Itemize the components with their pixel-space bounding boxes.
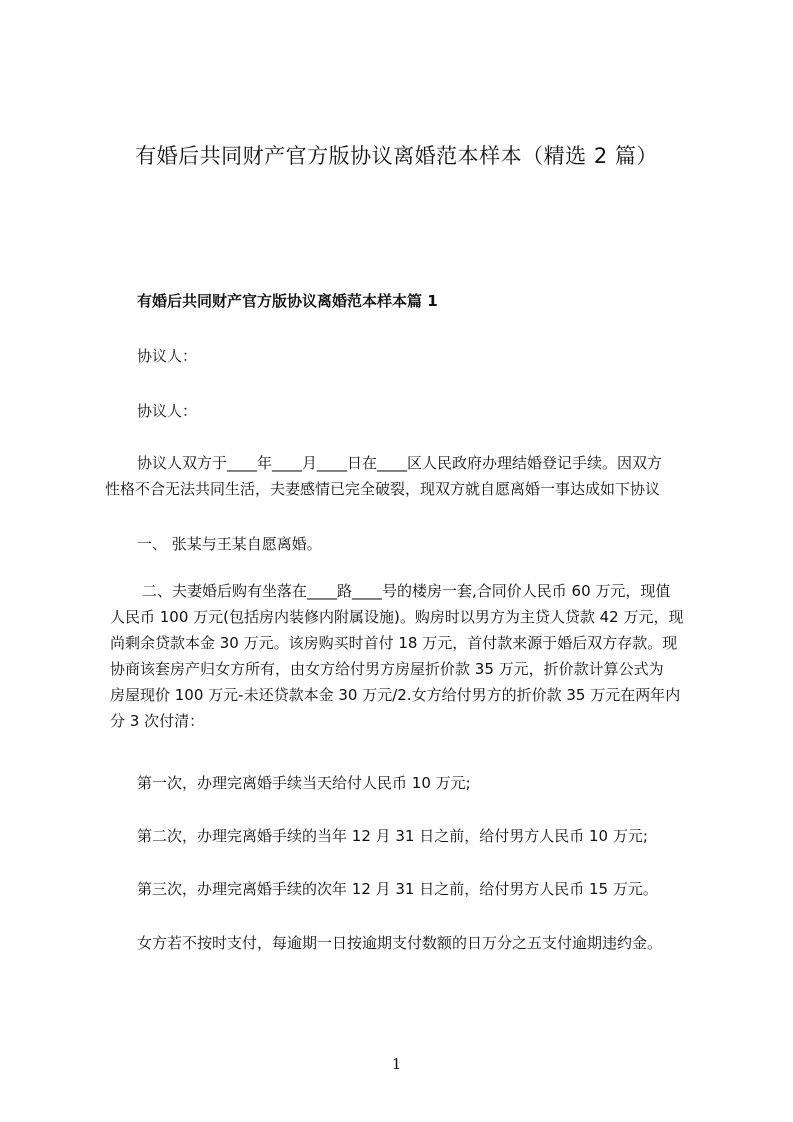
clause-2-line-3: 尚剩余贷款本金 30 万元。该房购买时首付 18 万元，首付款来源于婚后双方存款。现 xyxy=(110,634,678,652)
page-number: 1 xyxy=(391,1055,402,1073)
payment-1: 第一次，办理完离婚手续当天给付人民币 10 万元; xyxy=(137,774,471,792)
payment-2: 第二次，办理完离婚手续的当年 12 月 31 日之前，给付男方人民币 10 万元; xyxy=(137,827,648,845)
section-heading: 有婚后共同财产官方版协议离婚范本样本篇 1 xyxy=(137,292,438,310)
payment-3: 第三次，办理完离婚手续的次年 12 月 31 日之前，给付男方人民币 15 万元。 xyxy=(137,880,658,898)
intro-paragraph xyxy=(105,450,705,502)
clause-2-paragraph xyxy=(110,578,700,734)
clause-2-line-2: 人民币 100 万元(包括房内装修内附属设施)。购房时以男方为主贷人贷款 42 万元，现 xyxy=(110,608,684,626)
clause-2-line-4: 协商该套房产归女方所有，由女方给付男方房屋折价款 35 万元，折价款计算公式为 xyxy=(110,660,664,678)
clause-1: 一、 张某与王某自愿离婚。 xyxy=(137,535,322,553)
intro-line-2: 性格不合无法共同生活，夫妻感情已完全破裂，现双方就自愿离婚一事达成如下协议 xyxy=(105,480,661,498)
party-1-label: 协议人： xyxy=(137,347,198,365)
clause-2-line-6: 分 3 次付清： xyxy=(110,712,205,730)
intro-line-1: 协议人双方于____年____月____日在____区人民政府办理结婚登记手续。因双方 xyxy=(137,454,663,472)
clause-2-line-1: 二、夫妻婚后购有坐落在____路____号的楼房一套,合同价人民币 60 万元，现值 xyxy=(142,582,671,600)
document-title: 有婚后共同财产官方版协议离婚范本样本（精选 2 篇） xyxy=(135,144,658,168)
party-2-label: 协议人： xyxy=(137,402,198,420)
clause-2-line-5: 房屋现价 100 万元-未还贷款本金 30 万元/2.女方给付男方的折价款 35 万元在两年内 xyxy=(110,686,681,704)
penalty-clause: 女方若不按时支付，每逾期一日按逾期支付数额的日万分之五支付逾期违约金。 xyxy=(137,934,663,952)
